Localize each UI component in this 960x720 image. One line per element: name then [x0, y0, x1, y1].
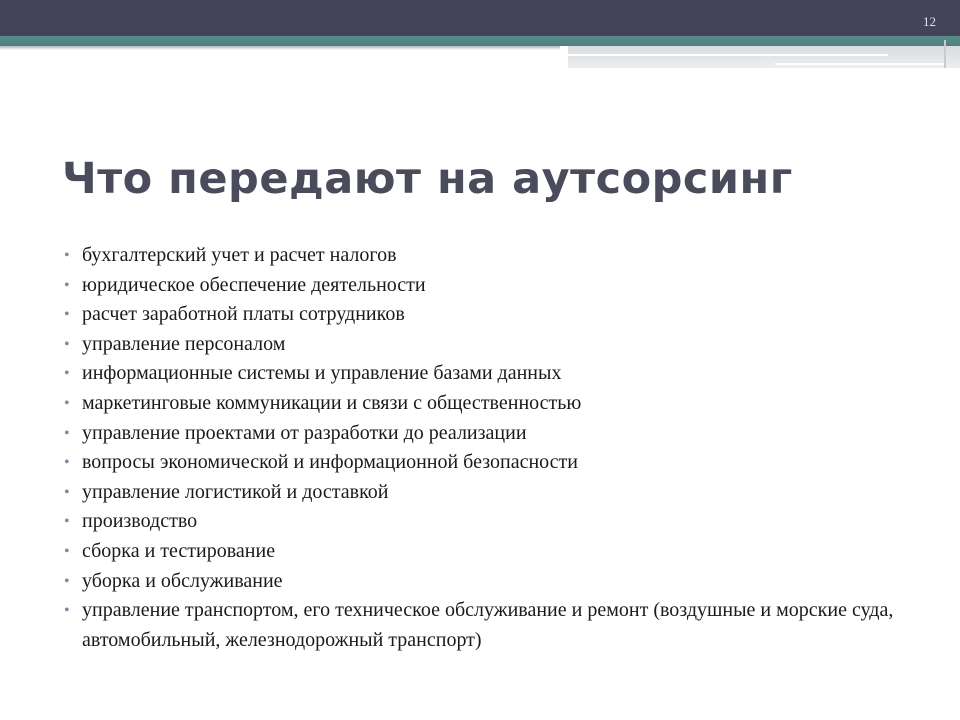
header-tab-line [568, 54, 888, 56]
bullet-icon: • [64, 276, 70, 294]
list-item [64, 300, 924, 330]
bullet-icon: • [64, 247, 70, 264]
list-item-text: управление проектами от разработки до реализации [82, 421, 527, 444]
accent-stripe [0, 36, 960, 46]
bullet-icon: • [64, 306, 70, 324]
slide-number: 12 [923, 14, 936, 29]
list-item-text: вопросы экономической и информационной безопасности [82, 451, 578, 474]
list-item [64, 567, 924, 597]
bullet-icon: • [64, 542, 70, 560]
list-item [64, 419, 924, 449]
list-item [64, 596, 924, 655]
list-item [64, 507, 924, 537]
bullet-icon: • [64, 394, 70, 412]
slide-title: Что передают на аутсорсинг [62, 154, 793, 204]
header-tab-edge [944, 40, 946, 68]
list-item-text: информационные системы и управление базами данных [82, 362, 562, 385]
list-item-text: сборка и тестирование [82, 539, 276, 562]
list-item-text: управление транспортом, его техническое обслуживание и ремонт (воздушные и морские суда, автомобильный, железнодорожный транспорт) [82, 599, 894, 651]
list-item [64, 478, 924, 508]
list-item-text: управление персоналом [82, 332, 286, 355]
header-band [0, 0, 960, 36]
bullet-icon: • [64, 454, 70, 472]
list-item [64, 359, 924, 389]
list-item-text: управление логистикой и доставкой [82, 480, 389, 503]
header-tab-line [775, 63, 945, 65]
list-item-text: маркетинговые коммуникации и связи с общественностью [82, 391, 582, 414]
bullet-icon: • [64, 424, 70, 442]
list-item [64, 271, 924, 301]
list-item-text: бухгалтерский учет и расчет налогов [82, 244, 397, 266]
list-item [64, 389, 924, 419]
list-item-text: юридическое обеспечение деятельности [82, 273, 426, 296]
bullet-icon: • [64, 483, 70, 501]
bullet-icon: • [64, 513, 70, 531]
list-item [64, 241, 924, 271]
list-item-text: уборка и обслуживание [82, 569, 283, 592]
bullet-list [64, 241, 924, 655]
list-item-text: расчет заработной платы сотрудников [82, 303, 405, 326]
list-item [64, 537, 924, 567]
list-item [64, 448, 924, 478]
bullet-icon: • [64, 365, 70, 383]
bullet-icon: • [64, 572, 70, 590]
accent-shadow [0, 46, 560, 50]
bullet-icon: • [64, 602, 70, 620]
bullet-icon: • [64, 335, 70, 353]
list-item-text: производство [82, 510, 198, 533]
list-item [64, 330, 924, 360]
